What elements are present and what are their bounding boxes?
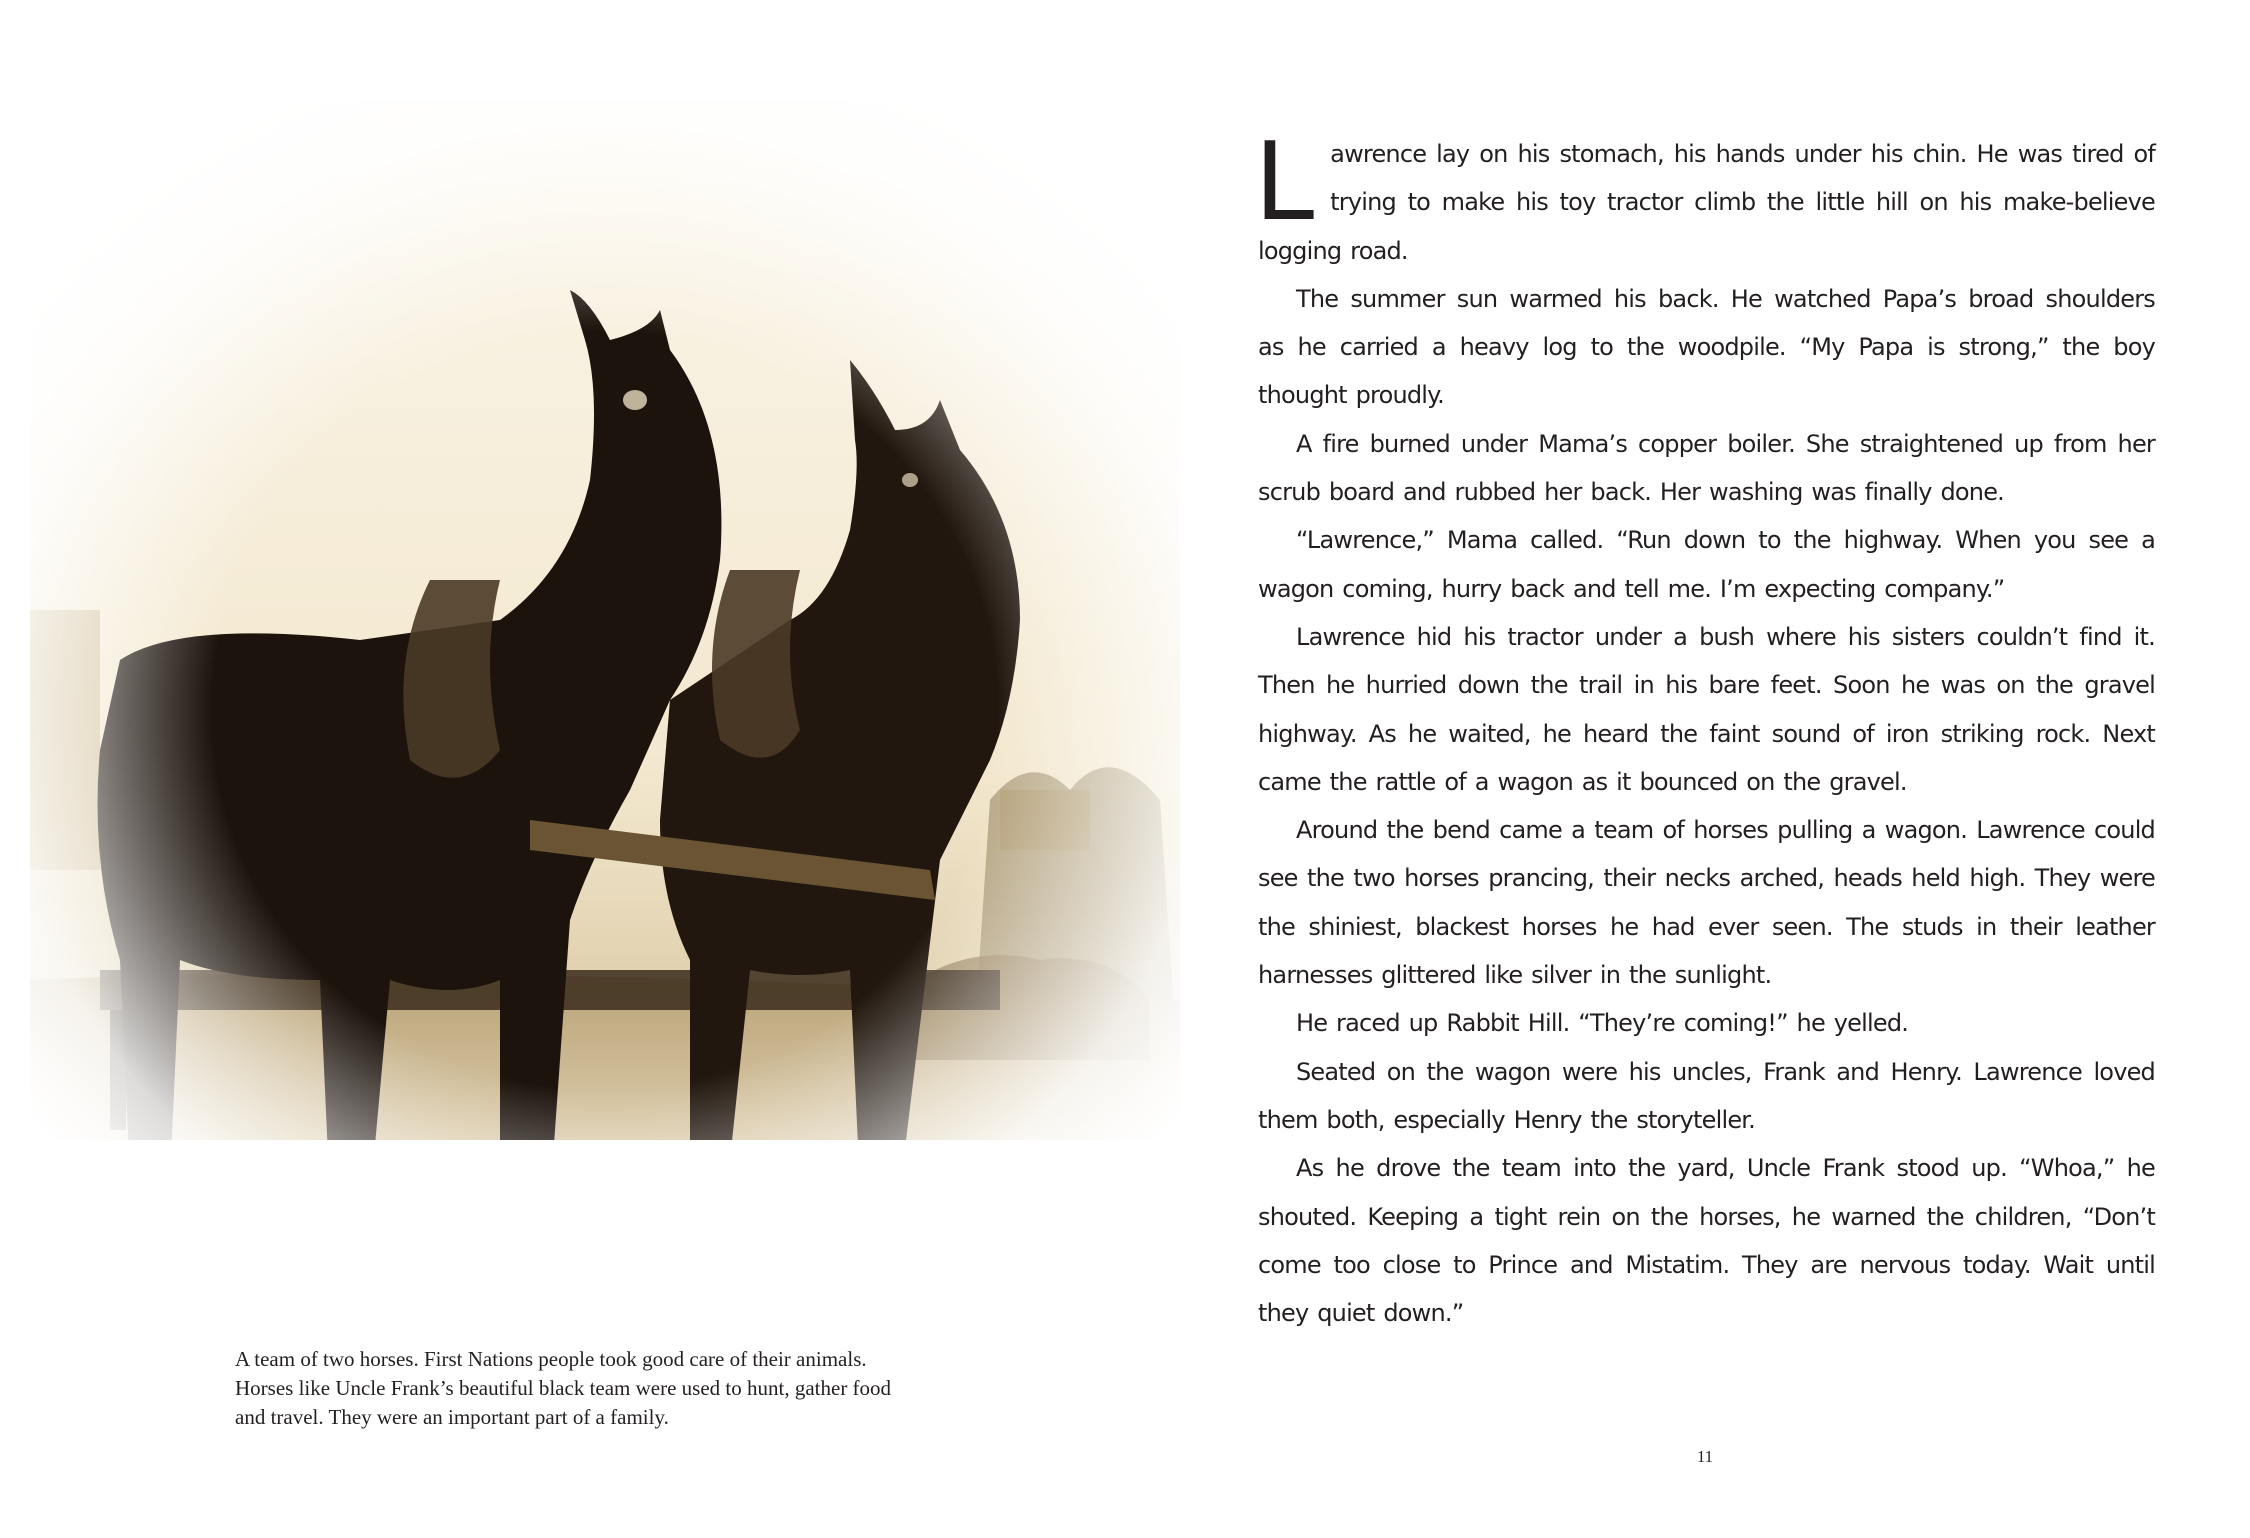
story-paragraph: Seated on the wagon were his uncles, Frank and Henry. Lawrence loved them both, especially Henry the storyteller. — [1258, 1057, 2155, 1134]
story-paragraph: As he drove the team into the yard, Uncle Frank stood up. “Whoa,” he shouted. Keeping a tight rein on the horses, he warned the children, “Don’t come too close to Prince and Mistatim. They are nervous today. Wait until they quiet down.” — [1258, 1154, 2155, 1328]
photo-caption: A team of two horses. First Nations people took good care of their animals. Horses like Uncle Frank’s beautiful black team were used to hunt, gather food and travel. They were an important part of a family. — [235, 1347, 892, 1429]
story-paragraph: Lawrence hid his tractor under a bush where his sisters couldn’t find it. Then he hurried down the trail in his bare feet. Soon he was on the gravel highway. As he waited, he heard the faint sound of iron striking rock. Next came the rattle of a wagon as it bounced on the gravel. — [1258, 622, 2155, 796]
story-paragraph: Around the bend came a team of horses pulling a wagon. Lawrence could see the two horses prancing, their necks arched, heads held high. They were the shiniest, blackest horses he had ever seen. The studs in their leather harnesses glittered like silver in the sunlight. — [1258, 816, 2155, 990]
story-paragraph: The summer sun warmed his back. He watched Papa’s broad shoulders as he carried a heavy log to the woodpile. “My Papa is strong,” the boy thought proudly. — [1258, 284, 2155, 410]
story-text — [1254, 120, 2155, 1337]
story-paragraph: A fire burned under Mama’s copper boiler. She straightened up from her scrub board and rubbed her back. Her washing was finally done. — [1258, 429, 2155, 507]
story-paragraph: “Lawrence,” Mama called. “Run down to the highway. When you see a wagon coming, hurry back and tell me. I’m expecting company.” — [1258, 526, 2155, 603]
story-paragraph: He raced up Rabbit Hill. “They’re coming!” he yelled. — [1296, 1009, 1909, 1038]
page-number: 11 — [1696, 1447, 1714, 1466]
drop-cap: L — [1254, 120, 1315, 245]
story-paragraph: Lawrence lay on his stomach, his hands under his chin. He was tired of trying to make his toy tractor climb the little hill on his make-believe logging road. — [1254, 120, 2155, 265]
horse-team-photo — [30, 100, 1180, 1210]
